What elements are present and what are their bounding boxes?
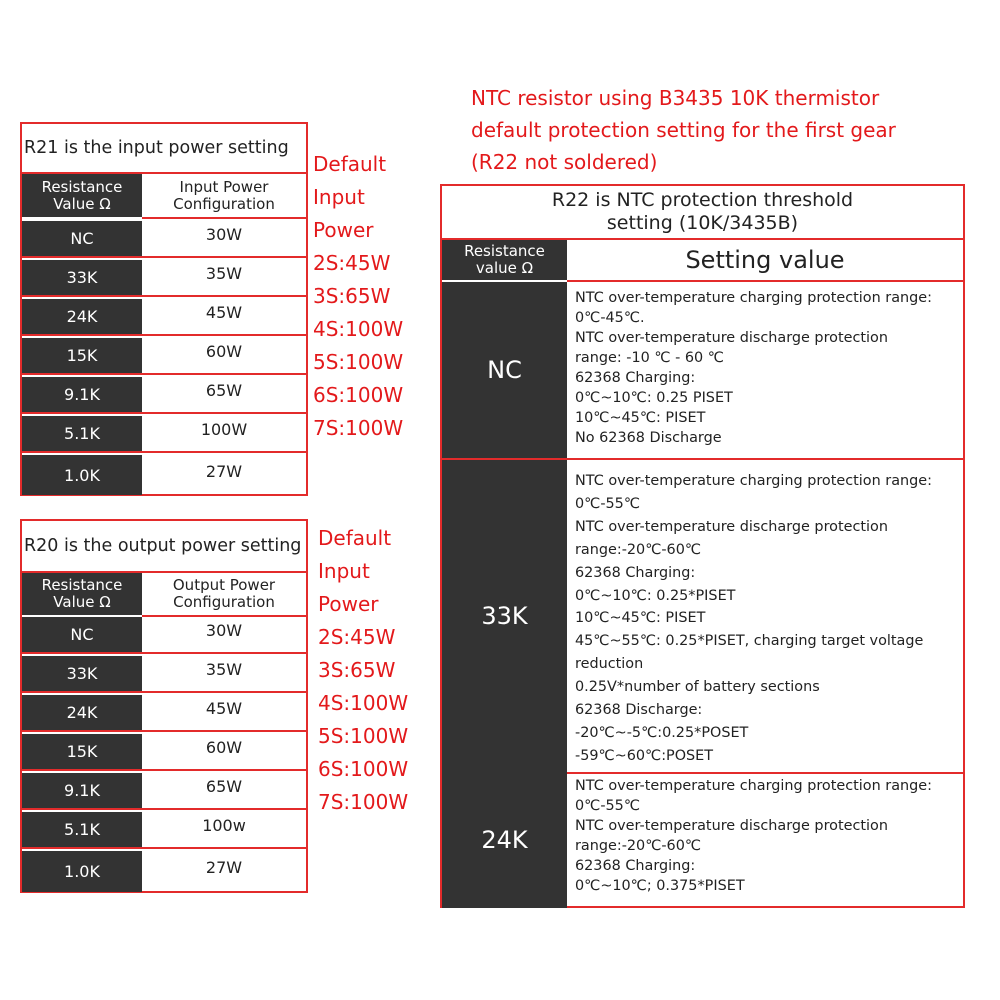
side-line: Input <box>318 559 370 583</box>
r22-header-res-line1: Resistance <box>464 242 545 260</box>
table-row-value: 60W <box>205 342 243 361</box>
setting-line: 45℃~55℃: 0.25*PISET, charging target voltage <box>575 633 924 650</box>
setting-line: 0℃-45℃. <box>575 310 645 326</box>
side-line: Power <box>318 592 379 616</box>
side-line: Input <box>313 185 365 209</box>
side-line: 7S:100W <box>318 790 409 814</box>
table-row-resistance: 33K <box>22 260 142 295</box>
table-row-resistance: 15K <box>22 734 142 769</box>
setting-line: 62368 Charging: <box>575 858 696 874</box>
table-row-value: 45W <box>205 699 243 718</box>
side-line: 6S:100W <box>313 383 404 407</box>
setting-line: 62368 Discharge: <box>575 702 703 719</box>
r22-header-setting: Setting value <box>685 246 845 274</box>
setting-line: 0℃~10℃: 0.25*PISET <box>575 587 736 604</box>
r22-title-line2: setting (10K/3435B) <box>606 212 799 234</box>
side-line: 4S:100W <box>318 691 409 715</box>
setting-line: 0℃~10℃: 0.25 PISET <box>575 390 733 406</box>
r20-header-resistance <box>22 573 142 615</box>
r20-header-config <box>142 573 306 615</box>
table-row-resistance: 24K <box>22 299 142 334</box>
setting-line: -20℃~-5℃:0.25*POSET <box>575 724 749 741</box>
side-line: 5S:100W <box>313 350 404 374</box>
table-row-value: 100W <box>200 420 248 439</box>
table-row-resistance: 24K <box>22 695 142 730</box>
r21-title: R21 is the input power setting <box>22 124 306 174</box>
table-row-value: 35W <box>205 264 243 283</box>
r22-setting-24k <box>575 776 932 896</box>
table-row-resistance: NC <box>22 617 142 652</box>
setting-line: 0℃-55℃ <box>575 495 640 512</box>
r22-table <box>440 184 965 908</box>
r20-side-note <box>318 522 408 819</box>
side-line: Power <box>313 218 374 242</box>
setting-line: 62368 Charging: <box>575 370 696 386</box>
ntc-note <box>471 82 896 178</box>
r22-setting-33k <box>575 470 932 768</box>
r21-header-cfg-line2: Configuration <box>173 194 275 213</box>
setting-line: NTC over-temperature charging protection range: <box>575 473 932 489</box>
r21-header-resistance <box>22 174 142 217</box>
r22-header-resistance <box>442 240 567 280</box>
r22-title-line1: R22 is NTC protection threshold <box>551 189 854 211</box>
table-row-resistance: 9.1K <box>22 773 142 808</box>
table-row-resistance: 33K <box>22 656 142 691</box>
setting-line: NTC over-temperature charging protection range: <box>575 778 932 794</box>
table-row-resistance: 1.0K <box>22 455 142 495</box>
setting-line: No 62368 Discharge <box>575 430 722 446</box>
side-line: Default <box>318 526 392 550</box>
side-line: 3S:65W <box>318 658 396 682</box>
side-line: 4S:100W <box>313 317 404 341</box>
table-row-value: 60W <box>205 738 243 757</box>
r21-table <box>20 122 308 496</box>
side-line: 7S:100W <box>313 416 404 440</box>
setting-line: NTC over-temperature discharge protection <box>575 518 888 535</box>
side-line: Default <box>313 152 387 176</box>
table-row-value: 27W <box>205 461 243 481</box>
setting-line: reduction <box>575 656 644 673</box>
setting-line: range:-20℃-60℃ <box>575 541 702 558</box>
table-row-resistance: 1.0K <box>22 851 142 892</box>
r20-header-cfg-line1: Output Power <box>172 576 276 594</box>
r21-header-config <box>142 174 306 217</box>
side-line: 6S:100W <box>318 757 409 781</box>
table-row-value: 35W <box>205 660 243 679</box>
row-divider <box>567 280 963 282</box>
table-row-value: 45W <box>205 303 243 322</box>
r21-header-res-line1: Resistance <box>41 177 123 196</box>
r20-header-res-line2: Value Ω <box>53 593 111 611</box>
r22-res-nc: NC <box>442 282 567 458</box>
r20-table <box>20 519 308 893</box>
r22-res-24k: 24K <box>442 772 567 908</box>
setting-line: 0.25V*number of battery sections <box>575 679 820 696</box>
table-row-value: 100w <box>202 816 246 835</box>
table-row-resistance: NC <box>22 221 142 256</box>
r20-header-res-line1: Resistance <box>41 576 123 594</box>
side-line: 2S:45W <box>318 625 396 649</box>
setting-line: -59℃~60℃:POSET <box>575 747 714 764</box>
side-line: 2S:45W <box>313 251 391 275</box>
note-line: (R22 not soldered) <box>471 150 658 174</box>
r20-title: R20 is the output power setting <box>22 521 306 573</box>
r21-side-note <box>313 148 403 445</box>
setting-line: NTC over-temperature discharge protection <box>575 818 888 834</box>
table-row-resistance: 5.1K <box>22 812 142 847</box>
r22-title <box>442 186 963 240</box>
table-row-resistance: 5.1K <box>22 416 142 451</box>
setting-line: 0℃-55℃ <box>575 798 640 814</box>
r22-setting-nc <box>575 288 932 448</box>
setting-line: 10℃~45℃: PISET <box>575 410 706 426</box>
setting-line: 10℃~45℃: PISET <box>575 610 706 627</box>
table-row-value: 27W <box>205 858 243 877</box>
r22-res-33k: 33K <box>442 460 567 772</box>
row-divider <box>567 772 963 774</box>
r21-header-res-line2: Value Ω <box>53 194 111 213</box>
setting-line: range: -10 ℃ - 60 ℃ <box>575 350 724 366</box>
setting-line: 0℃~10℃; 0.375*PISET <box>575 878 745 894</box>
table-row-value: 30W <box>205 621 243 640</box>
note-line: NTC resistor using B3435 10K thermistor <box>471 86 880 110</box>
setting-line: NTC over-temperature discharge protection <box>575 330 888 346</box>
r21-header-cfg-line1: Input Power <box>179 177 269 196</box>
note-line: default protection setting for the first gear <box>471 118 896 142</box>
side-line: 3S:65W <box>313 284 391 308</box>
r22-header-res-line2: value Ω <box>475 259 534 277</box>
setting-line: 62368 Charging: <box>575 564 696 581</box>
table-row-resistance: 9.1K <box>22 377 142 412</box>
setting-line: NTC over-temperature charging protection range: <box>575 290 932 306</box>
r20-header-cfg-line2: Configuration <box>173 593 275 611</box>
table-row-value: 30W <box>205 225 243 244</box>
table-row-resistance: 15K <box>22 338 142 373</box>
table-row-value: 65W <box>205 777 243 796</box>
setting-line: range:-20℃-60℃ <box>575 838 702 854</box>
side-line: 5S:100W <box>318 724 409 748</box>
table-row-value: 65W <box>205 381 243 400</box>
